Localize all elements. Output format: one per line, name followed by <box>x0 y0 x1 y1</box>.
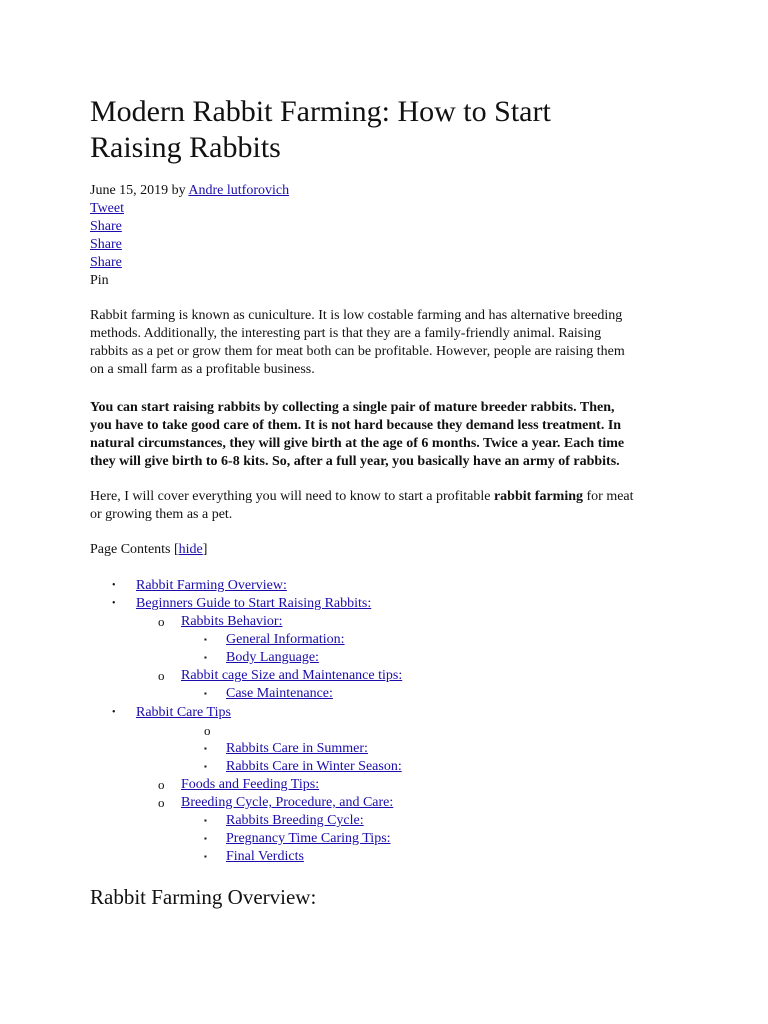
square-bullet: ▪ <box>204 816 207 825</box>
toc-link-body-language[interactable]: Body Language: <box>226 650 319 665</box>
square-bullet: ▪ <box>204 852 207 861</box>
toc-link-breeding-cycle[interactable]: Rabbits Breeding Cycle: <box>226 813 364 828</box>
toc-link-breeding[interactable]: Breeding Cycle, Procedure, and Care: <box>181 795 394 810</box>
toc-link-cage[interactable]: Rabbit cage Size and Maintenance tips: <box>181 668 403 683</box>
cover-paragraph <box>90 488 680 524</box>
toc-link-overview[interactable]: Rabbit Farming Overview: <box>136 578 287 593</box>
toc-hide-link[interactable]: hide <box>178 542 203 557</box>
share-link-1[interactable]: Share <box>90 219 122 234</box>
bold-line-1: You can start raising rabbits by collecting a single pair of mature breeder rabbits. Then, <box>90 400 615 415</box>
intro-line-3: rabbits as a pet or grow them for meat both can be profitable. However, people are raising them <box>90 344 625 359</box>
toc-link-beginners[interactable]: Beginners Guide to Start Raising Rabbits: <box>136 596 372 611</box>
square-bullet: ▪ <box>204 834 207 843</box>
disc-bullet: • <box>112 707 116 718</box>
circle-bullet: o <box>158 795 165 810</box>
square-bullet: ▪ <box>204 635 207 644</box>
square-bullet: ▪ <box>204 744 207 753</box>
square-bullet: ▪ <box>204 653 207 662</box>
toc-heading <box>90 541 207 559</box>
pin-label: Pin <box>90 273 109 288</box>
circle-bullet: o <box>158 668 165 683</box>
cover-text-end: for meat <box>583 489 634 504</box>
circle-bullet: o <box>158 614 165 629</box>
article-title-line-2: Raising Rabbits <box>90 131 281 164</box>
toc-link-general[interactable]: General Information: <box>226 632 345 647</box>
bold-paragraph <box>90 399 685 471</box>
author-link[interactable]: Andre lutforovich <box>188 183 290 198</box>
intro-paragraph <box>90 307 680 379</box>
intro-line-1: Rabbit farming is known as cuniculture. It is low costable farming and has alternative breeding <box>90 308 623 323</box>
toc-link-case-maintenance[interactable]: Case Maintenance: <box>226 686 333 701</box>
square-bullet: ▪ <box>204 689 207 698</box>
circle-bullet: o <box>204 723 211 738</box>
share-link-3[interactable]: Share <box>90 255 122 270</box>
circle-bullet: o <box>158 777 165 792</box>
tweet-link[interactable]: Tweet <box>90 201 125 216</box>
cover-text: Here, I will cover everything you will need to know to start a profitable <box>90 489 494 504</box>
share-link-2[interactable]: Share <box>90 237 122 252</box>
section-heading-overview: Rabbit Farming Overview: <box>90 885 317 909</box>
disc-bullet: • <box>112 580 116 591</box>
toc-link-winter[interactable]: Rabbits Care in Winter Season: <box>226 759 402 774</box>
toc-heading-close: ] <box>202 542 208 557</box>
toc-link-pregnancy[interactable]: Pregnancy Time Caring Tips: <box>226 831 391 846</box>
intro-line-2: methods. Additionally, the interesting part is that they are a family-friendly animal. Raising <box>90 326 602 341</box>
square-bullet: ▪ <box>204 762 207 771</box>
article-meta <box>90 182 289 200</box>
toc-link-behavior[interactable]: Rabbits Behavior: <box>181 614 283 629</box>
toc-heading-label: Page Contents [ <box>90 542 179 557</box>
bold-line-2: you have to take good care of them. It is not hard because they demand less treatment. In <box>90 418 622 433</box>
disc-bullet: • <box>112 598 116 609</box>
cover-bold-term: rabbit farming <box>493 489 583 504</box>
toc-link-care-tips[interactable]: Rabbit Care Tips <box>136 705 231 720</box>
cover-line-2: or growing them as a pet. <box>90 507 233 522</box>
share-links <box>90 200 124 290</box>
toc-link-summer[interactable]: Rabbits Care in Summer: <box>226 741 368 756</box>
article-title <box>90 94 690 166</box>
bold-line-3: natural circumstances, they will give birth at the age of 6 months. Twice a year. Each time <box>90 436 625 451</box>
bold-line-4: they will give birth to 6-8 kits. So, after a full year, you basically have an army of rabbits. <box>90 454 620 469</box>
intro-line-4: on a small farm as a profitable business. <box>90 362 315 377</box>
toc-link-foods[interactable]: Foods and Feeding Tips: <box>181 777 320 792</box>
article-title-line-1: Modern Rabbit Farming: How to Start <box>90 95 551 128</box>
publish-date: June 15, 2019 by <box>90 183 189 198</box>
toc-link-final[interactable]: Final Verdicts <box>226 849 304 864</box>
